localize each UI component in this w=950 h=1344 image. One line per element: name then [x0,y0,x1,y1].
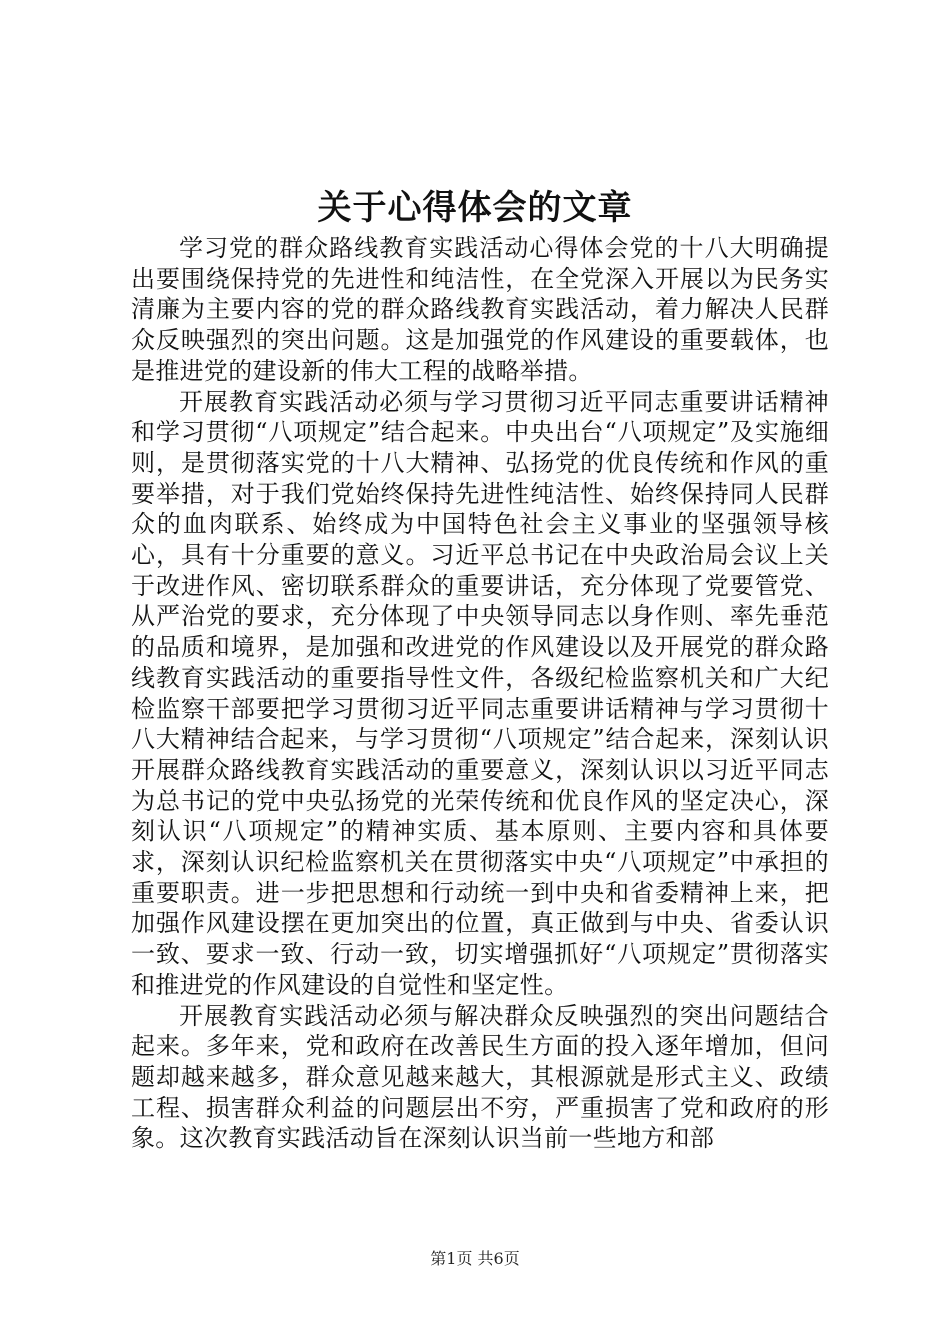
document-title: 关于心得体会的文章 [317,188,633,228]
paragraph: 开展教育实践活动必须与解决群众反映强烈的突出问题结合起来。多年来，党和政府在改善民生方面的投入逐年增加，但问题却越来越多，群众意见越来越大，其根源就是形式主义、政绩工程、损害群众利益的问题层出不穷，严重损害了党和政府的形象。这次教育实践活动旨在深刻认识当前一些地方和部 [131,1001,829,1153]
page-number-footer: 第1页 共6页 [430,1249,520,1268]
document-body [131,233,829,1154]
paragraph: 学习党的群众路线教育实践活动心得体会党的十八大明确提出要围绕保持党的先进性和纯洁性，在全党深入开展以为民务实清廉为主要内容的党的群众路线教育实践活动，着力解决人民群众反映强烈的突出问题。这是加强党的作风建设的重要载体，也是推进党的建设新的伟大工程的战略举措。 [131,234,829,385]
paragraph: 开展教育实践活动必须与学习贯彻习近平同志重要讲话精神和学习贯彻“八项规定”结合起来。中央出台“八项规定”及实施细则，是贯彻落实党的十八大精神、弘扬党的优良传统和作风的重要举措，对于我们党始终保持先进性纯洁性、始终保持同人民群众的血肉联系、始终成为中国特色社会主义事业的坚强领导核心，具有十分重要的意义。习近平总书记在中央政治局会议上关于改进作风、密切联系群众的重要讲话，充分体现了党要管党、从严治党的要求，充分体现了中央领导同志以身作则、率先垂范的品质和境界，是加强和改进党的作风建设以及开展党的群众路线教育实践活动的重要指导性文件，各级纪检监察机关和广大纪检监察干部要把学习贯彻习近平同志重要讲话精神与学习贯彻十八大精神结合起来，与学习贯彻“八项规定”结合起来，深刻认识开展群众路线教育实践活动的重要意义，深刻认识以习近平同志为总书记的党中央弘扬党的光荣传统和优良作风的坚定决心，深刻认识“八项规定”的精神实质、基本原则、主要内容和具体要求，深刻认识纪检监察机关在贯彻落实中央“八项规定”中承担的重要职责。进一步把思想和行动统一到中央和省委精神上来，把加强作风建设摆在更加突出的位置，真正做到与中央、省委认识一致、要求一致、行动一致，切实增强抓好“八项规定”贯彻落实和推进党的作风建设的自觉性和坚定性。 [131,387,829,999]
